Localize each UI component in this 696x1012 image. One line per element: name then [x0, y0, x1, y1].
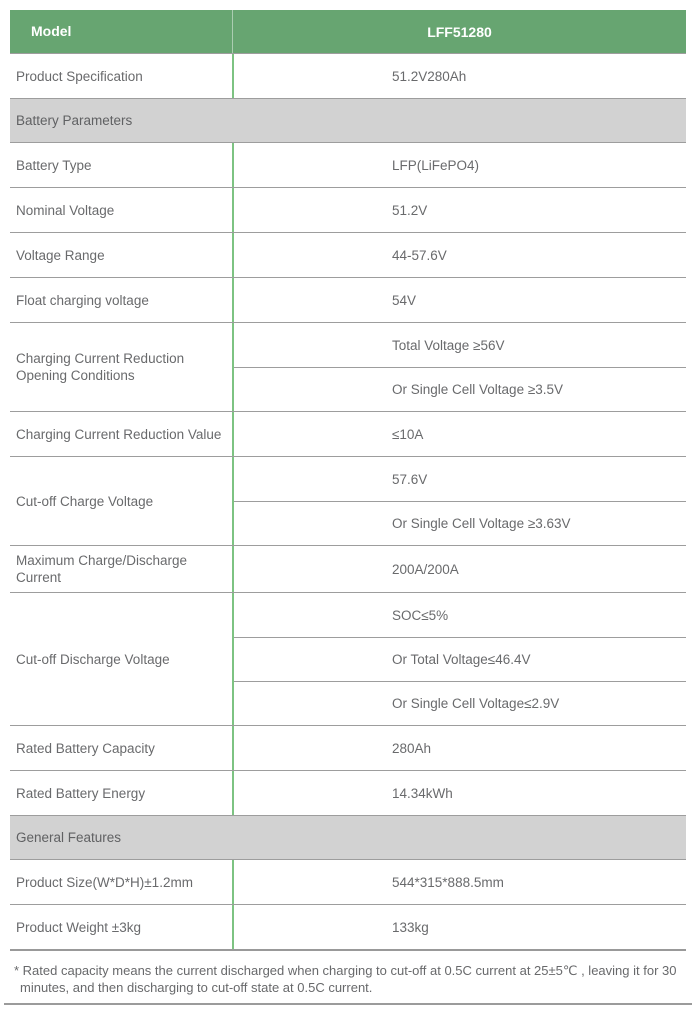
spec-label: Product Specification — [16, 68, 143, 84]
row-product-size — [10, 860, 686, 905]
spec-label: Maximum Charge/Discharge Current — [16, 553, 188, 585]
row-battery-type — [10, 143, 686, 188]
row-nominal-voltage — [10, 188, 686, 233]
spec-value: 54V — [392, 292, 417, 308]
spec-label: Battery Type — [16, 157, 92, 173]
spec-value: Or Single Cell Voltage≤2.9V — [234, 681, 686, 725]
row-rated-battery-capacity — [10, 726, 686, 771]
row-cut-off-discharge-voltage — [10, 593, 686, 726]
spec-label: Product Size(W*D*H)±1.2mm — [16, 874, 193, 890]
row-product-weight — [10, 905, 686, 951]
rated-capacity-footnote — [4, 962, 692, 1005]
row-maximum-charge-discharge-current — [10, 546, 686, 593]
spec-label: Voltage Range — [16, 247, 105, 263]
spec-value: 51.2V280Ah — [392, 68, 467, 84]
spec-value: Or Total Voltage≤46.4V — [234, 637, 686, 681]
spec-value: 544*315*888.5mm — [392, 874, 504, 890]
spec-value: Or Single Cell Voltage ≥3.63V — [234, 501, 686, 545]
spec-label: Float charging voltage — [16, 292, 149, 308]
footnote-line-1: * Rated capacity means the current discharged when charging to cut-off at 0.5C current at 25±5℃ , leaving it for 30 — [14, 963, 677, 978]
row-voltage-range — [10, 233, 686, 278]
table-header-row — [10, 10, 686, 54]
spec-label: Product Weight ±3kg — [16, 919, 141, 935]
spec-value: ≤10A — [392, 426, 424, 442]
row-float-charging-voltage — [10, 278, 686, 323]
row-product-specification — [10, 54, 686, 99]
spec-value: 57.6V — [392, 471, 428, 487]
footnote-line-2: minutes, and then discharging to cut-off state at 0.5C current. — [20, 980, 373, 995]
header-model-value: LFF51280 — [232, 10, 686, 53]
spec-label: Cut-off Discharge Voltage — [16, 651, 170, 667]
row-charging-current-reduction-opening-conditions — [10, 323, 686, 412]
row-cut-off-charge-voltage — [10, 457, 686, 546]
row-charging-current-reduction-value — [10, 412, 686, 457]
spec-value: 51.2V — [392, 202, 428, 218]
spec-label: Cut-off Charge Voltage — [16, 493, 154, 509]
spec-label: Nominal Voltage — [16, 202, 115, 218]
header-model-label: Model — [31, 23, 72, 39]
spec-value: Or Single Cell Voltage ≥3.5V — [234, 367, 686, 411]
spec-value: 133kg — [392, 919, 429, 935]
spec-label: Rated Battery Energy — [16, 785, 146, 801]
spec-value: 14.34kWh — [392, 785, 453, 801]
spec-value: 200A/200A — [392, 561, 459, 577]
row-rated-battery-energy — [10, 771, 686, 816]
spec-value: 44-57.6V — [392, 247, 447, 263]
spec-label: Charging Current Reduction Value — [16, 426, 222, 442]
spec-label: Rated Battery Capacity — [16, 740, 155, 756]
section-general-features: General Features — [10, 816, 686, 860]
spec-value: SOC≤5% — [392, 607, 449, 623]
spec-table — [10, 10, 686, 951]
spec-value: LFP(LiFePO4) — [392, 157, 480, 173]
spec-label: Charging Current Reduction Opening Conditions — [16, 351, 185, 383]
section-battery-parameters: Battery Parameters — [10, 99, 686, 143]
spec-value: 280Ah — [392, 740, 432, 756]
spec-value: Total Voltage ≥56V — [392, 337, 505, 353]
